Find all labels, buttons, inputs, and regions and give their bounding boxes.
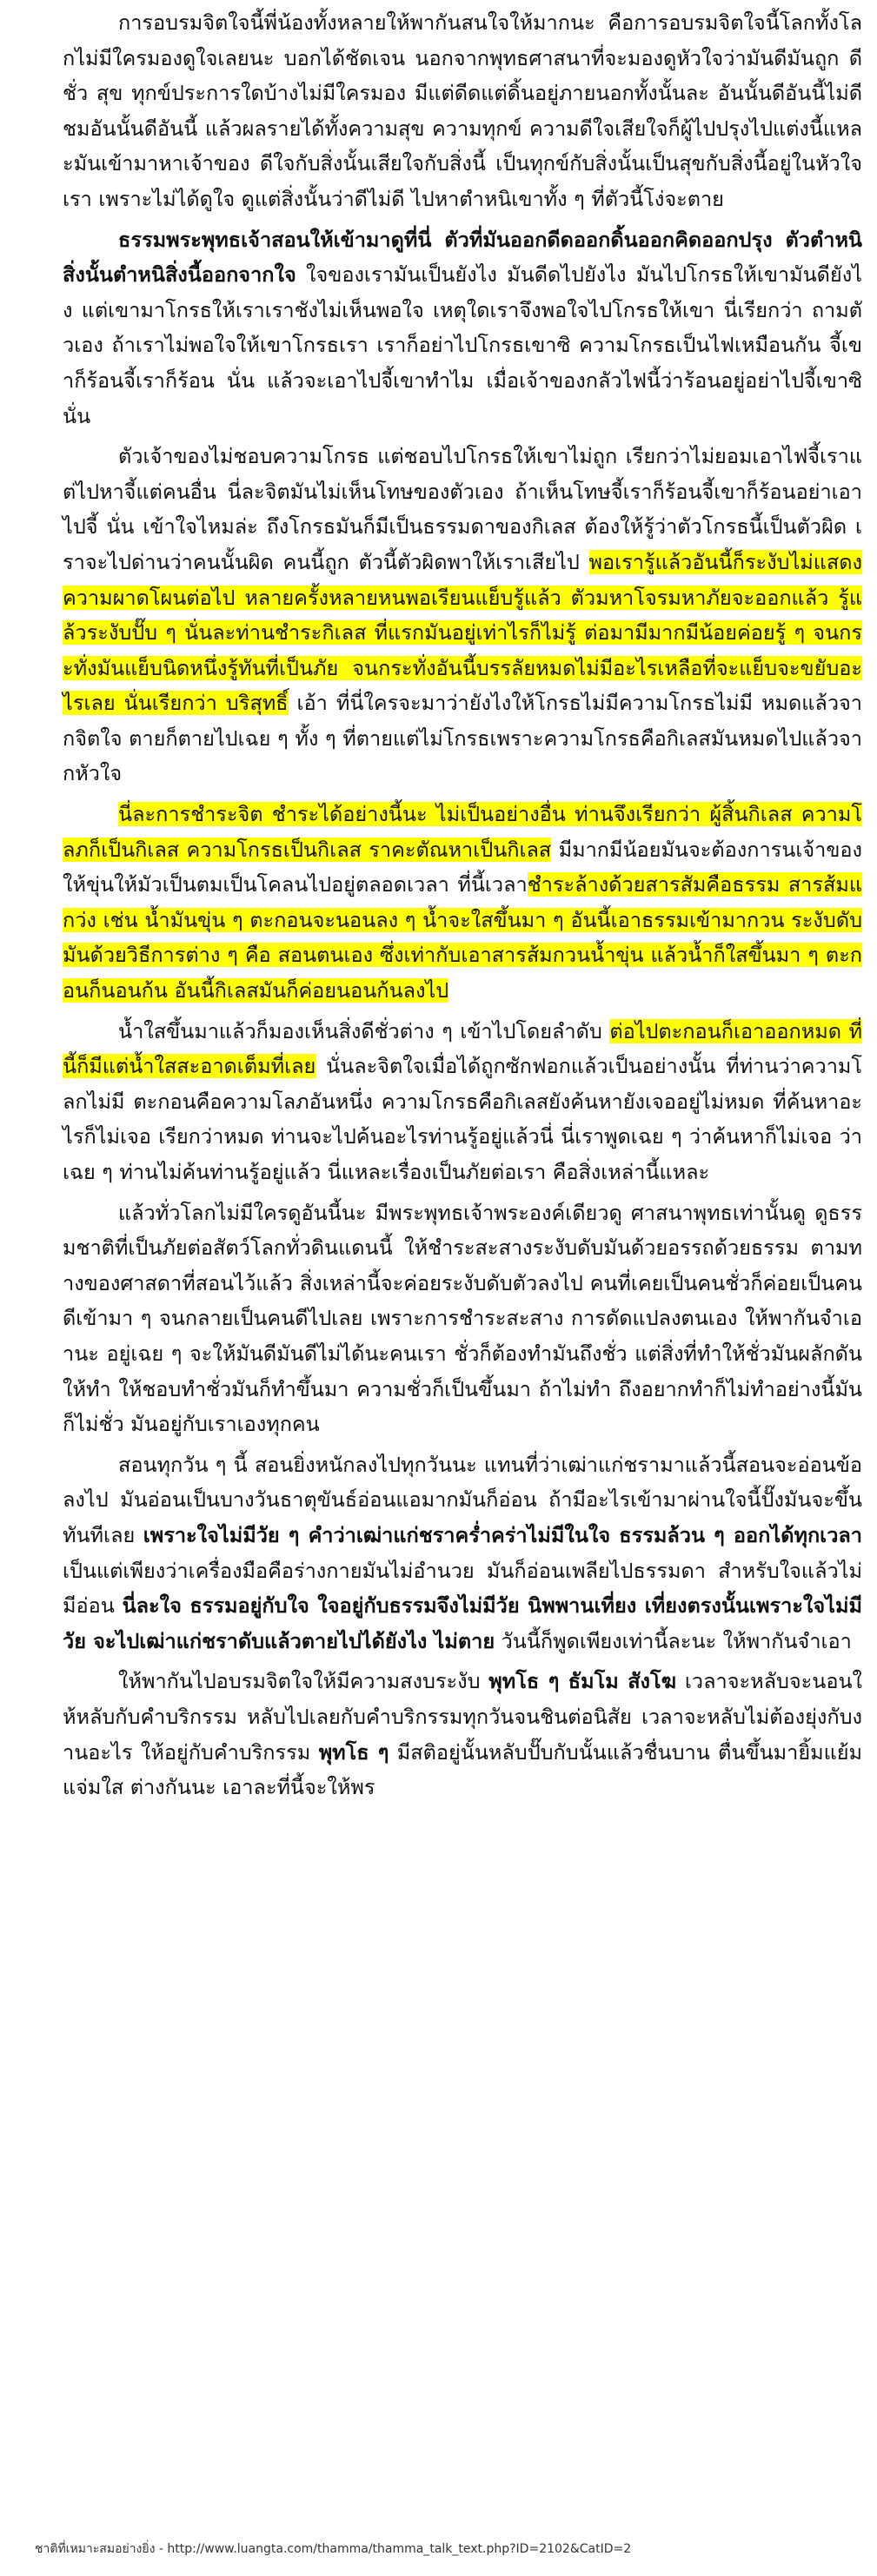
text-run: เป็นแต่เพียงว่าเครื่องมือคือร่างกายมันไม่อำนวย มันก็อ่อนเพลียไปธรรมดา สำหรับใจแล้วไม่มีอ่อน — [63, 1558, 862, 1619]
bold-text: เพราะใจไม่มีวัย ๆ คำว่าเฒ่าแก่ชราคร่ำคร่าไม่มีในใจ ธรรมล้วน ๆ ออกได้ทุกเวลา — [143, 1522, 863, 1547]
text-run: น้ำใสขึ้นมาแล้วก็มองเห็นสิ่งดีชั่วต่าง ๆ เข้าไปโดยลำดับ — [118, 1018, 610, 1043]
highlighted-text: พอเรารู้แล้วอันนี้ก็ระงับไม่แสดงความผาดโผนต่อไป หลายครั้งหลายหนพอเรียนแย็บรู้แล้ว ตัวมหาโจรมหาภัยจะออกแล้ว รู้แล้วระงับปั๊บ ๆ นั่นละท่านชำระกิเลส ที่แรกมันอยู่เท่าไรก็ไม่รู้ ต่อมามีมากมีน้อยค่อยรู้ ๆ จนกระทั่งมันแย็บนิดหนึ่งรู้ทันที่เป็นภัย จนกระทั่งอันนี้บรรลัยหมดไม่มีอะไรเหลือที่จะแย็บจะขยับอะไรเลย นั่นเรียกว่า บริสุทธิ์ — [63, 549, 862, 716]
bold-text: พุทโธ ๆ — [318, 1739, 389, 1765]
paragraph — [63, 222, 862, 434]
text-run: เอ้า ที่นี่ใครจะมาว่ายังไงให้โกรธไม่มีความโกรธไม่มี หมดแล้วจากจิตใจ ตายก็ตายไปเฉย ๆ ทั้ง ๆ ที่ตายแต่ไม่โกรธเพราะความโกรธคือกิเลสมันหมดไปแล้วจากหัวใจ — [63, 691, 862, 786]
text-run: นั่นละจิตใจเมื่อได้ถูกซักฟอกแล้วเป็นอย่างนั้น ที่ท่านว่าความโลกไม่มี ตะกอนคือความโลภอันหนึ่ง ความโกรธคือกิเลสยังค้นหายังเจออยู่ไม่หมด ที่ค้นหาอะไรก็ไม่เจอ เรียกว่าหมด ท่านจะไปค้นอะไรท่านรู้อยู่แล้วนี่ นี่เราพูดเฉย ๆ ว่าค้นหาก็ไม่เจอ ว่าเฉย ๆ ท่านไม่ค้นท่านรู้อยู่แล้ว นี่แหละเรื่องเป็นภัยต่อเรา คือสิ่งเหล่านี้แหละ — [63, 1054, 862, 1184]
bold-text: นี่ละใจ ธรรมอยู่กับใจ ใจอยู่กับธรรมจึงไม่มีวัย นิพพานเที่ยง เที่ยงตรงนั้นเพราะใจไม่มีวัย จะไปเฒ่าแก่ชราดับแล้วตายไปได้ยังไง ไม่ตาย — [63, 1593, 862, 1653]
paragraph — [63, 797, 862, 1009]
highlighted-text: นี่ละการชำระจิต ชำระได้อย่างนี้นะ ไม่เป็นอย่างอื่น ท่านจึงเรียกว่า ผู้สิ้นกิเลส ความโลภก็เป็นกิเลส ความโกรธเป็นกิเลส ราคะตัณหาเป็นกิเลส — [63, 802, 862, 862]
bold-text: ธรรมพระพุทธเจ้าสอนให้เข้ามาดูที่นี่ ตัวที่มันออกดีดออกดิ้นออกคิดออกปรุง ตัวตำหนิสิ่งนั้นตำหนิสิ่งนี้ออกจากใจ — [63, 227, 862, 288]
page-footer: ชาติที่เหมาะสมอย่างยิ่ง - http://www.luangta.com/thamma/thamma_talk_text.php?ID=2102&CatID=2 — [35, 2542, 632, 2556]
text-run: มีสติอยู่นั้นหลับปั๊บกับนั้นแล้วชื่นบาน ตื่นขึ้นมายิ้มแย้มแจ่มใส ต่างกันนะ เอาละที่นี้จะให้พร — [63, 1739, 862, 1800]
paragraph — [63, 1447, 862, 1659]
paragraph — [63, 439, 862, 791]
paragraph — [63, 1014, 862, 1190]
text-run: แล้วทั่วโลกไม่มีใครดูอันนี้นะ มีพระพุทธเจ้าพระองค์เดียวดู ศาสนาพุทธเท่านั้นดู ดูธรรมชาติที่เป็นภัยต่อสัตว์โลกทั่วดินแดนนี้ ให้ชำระสะสางระงับดับมันด้วยอรรถด้วยธรรม ตามทางของศาสดาที่สอนไว้แล้ว สิ่งเหล่านี้จะค่อยระงับดับตัวลงไป คนที่เคยเป็นคนชั่วก็ค่อยเป็นคนดีเข้ามา ๆ จนกลายเป็นคนดีไปเลย เพราะการชำระสะสาง การดัดแปลงตนเอง ให้พากันจำเอานะ อยู่เฉย ๆ จะให้มันดีมันดีไม่ได้นะคนเรา ชั่วก็ต้องทำมันถึงชั่ว แต่สิ่งที่ทำให้ชั่วมันผลักดันให้ทำ ให้ชอบทำชั่วมันก็ทำขึ้นมา ความชั่วก็เป็นขึ้นมา ถ้าไม่ทำ ถึงอยากทำก็ไม่ทำอย่างนี้มันก็ไม่ชั่ว มันอยู่กับเราเองทุกคน — [63, 1200, 862, 1437]
highlighted-text: ชำระล้างด้วยสารสัมคือธรรม สารส้มแกว่ง เช่น น้ำมันขุ่น ๆ ตะกอนจะนอนลง ๆ น้ำจะใสขึ้นมา ๆ อันนี้เอาธรรมเข้ามากวน ระงับดับมันด้วยวิธีการต่าง ๆ คือ สอนตนเอง ซึ่งเท่ากับเอาสารส้มกวนน้ำขุ่น แล้วน้ำก็ใสขึ้นมา ๆ ตะกอนก็นอนก้น อันนี้กิเลสมันก็ค่อยนอนก้นลงไป — [63, 872, 862, 1003]
document-body — [63, 5, 862, 1811]
text-run: ให้พากันไปอบรมจิตใจให้มีความสงบระงับ — [118, 1669, 489, 1694]
paragraph — [63, 5, 862, 217]
highlighted-text: ต่อไปตะกอนก็เอาออกหมด ที่นี้ก็มีแต่น้ำใสสะอาดเต็มที่เลย — [63, 1018, 862, 1079]
text-run: ตัวเจ้าของไม่ชอบความโกรธ แต่ชอบไปโกรธให้เขาไม่ถูก เรียกว่าไม่ยอมเอาไฟจี้เราแต่ไปหาจี้แต่คนอื่น นี่ละจิตมันไม่เห็นโทษของตัวเอง ถ้าเห็นโทษจี้เราก็ร้อนจี้เขาก็ร้อนอย่าเอาไปจี้ นั่น เข้าใจไหมล่ะ ถึงโกรธมันก็มีเป็นธรรมดาของกิเลส ต้องให้รู้ว่าตัวโกรธนี้เป็นตัวผิด เราจะไปด่านว่าคนนั้นผิด คนนี้ถูก ตัวนี้ตัวผิดพาให้เราเสียไป — [63, 444, 862, 574]
paragraph — [63, 1664, 862, 1805]
text-run: ใจของเรามันเป็นยังไง มันดีดไปยังไง มันไปโกรธให้เขามันดียังไง แต่เขามาโกรธให้เราเราชังไม่เห็นพอใจ เหตุใดเราจึงพอใจไปโกรธให้เขา นี่เรียกว่า ถามตัวเอง ถ้าเราไม่พอใจให้เขาโกรธเรา เราก็อย่าไปโกรธเขาซิ ความโกรธเป็นไฟเหมือนกัน จี้เขาก็ร้อนจี้เราก็ร้อน นั่น แล้วจะเอาไปจี้เขาทำไม เมื่อเจ้าของกลัวไฟนี้ว่าร้อนอยู่อย่าไปจี้เขาซิ นั่น — [63, 262, 862, 428]
text-run: มีมากมีน้อยมันจะต้องการนเจ้าของให้ขุ่นให้มัวเป็นตมเป็นโคลนไปอยู่ตลอดเวลา ที่นี้เวลา — [63, 837, 862, 897]
text-run: วันนี้ก็พูดเพียงเท่านี้ละนะ ให้พากันจำเอา — [495, 1628, 852, 1653]
text-run: เวลาจะหลับจะนอนให้หลับกับคำบริกรรม หลับไปเลยกับคำบริกรรมทุกวันจนชินต่อนิสัย เวลาจะหลับไม่ต้องยุ่งกับงานอะไร ให้อยู่กับคำบริกรรม — [63, 1669, 863, 1765]
paragraph — [63, 1195, 862, 1442]
bold-text: พุทโธ ๆ ธัมโม สังโฆ — [488, 1669, 677, 1694]
text-run: การอบรมจิตใจนี้พี่น้องทั้งหลายให้พากันสนใจให้มากนะ คือการอบรมจิตใจนี้โลกทั้งโลกไม่มีใครมองดูใจเลยนะ บอกได้ชัดเจน นอกจากพุทธศาสนาที่จะมองดูหัวใจว่ามันดีมันถูก ดี ชั่ว สุข ทุกข์ประการใดบ้างไม่มีใครมอง มีแต่ดีดแต่ดิ้นอยู่ภายนอกทั้งนั้นละ อันนั้นดีอันนี้ไม่ดี ชมอันนั้นดีอันนี้ แล้วผลรายได้ทั้งความสุข ความทุกข์ ความดีใจเสียใจก็ผู้ไปปรุงไปแต่งนี้แหละมันเข้ามาหาเจ้าของ ดีใจกับสิ่งนั้นเสียใจกับสิ่งนี้ เป็นทุกข์กับสิ่งนั้นเป็นสุขกับสิ่งนี้อยู่ในหัวใจเรา เพราะไม่ได้ดูใจ ดูแต่สิ่งนั้นว่าดีไม่ดี ไปหาตำหนิเขาทั้ง ๆ ที่ตัวนี้โง่จะตาย — [63, 10, 862, 211]
text-run: สอนทุกวัน ๆ นี้ สอนยิ่งหนักลงไปทุกวันนะ แทนที่ว่าเฒ่าแก่ชรามาแล้วนี้สอนจะอ่อนข้อลงไป มันอ่อนเป็นบางวันธาตุขันธ์อ่อนแอมากมันก็อ่อน ถ้ามีอะไรเข้ามาผ่านใจนี้ปั๊งมันจะขึ้นทันทีเลย — [63, 1452, 862, 1547]
